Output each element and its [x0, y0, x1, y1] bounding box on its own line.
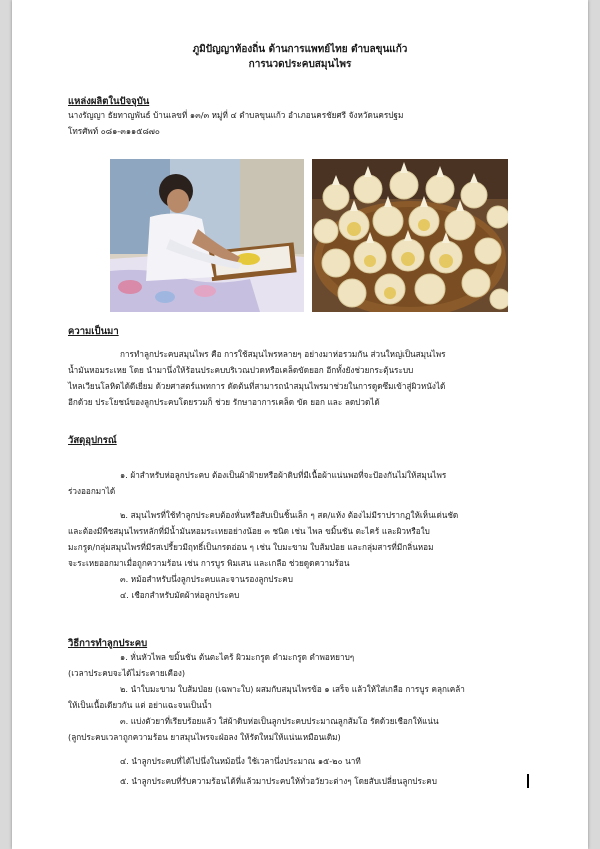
- materials-heading: วัสดุอุปกรณ์: [68, 435, 117, 446]
- method-line: (ลูกประคบเวลาถูกความร้อน ยาสมุนไพรจะฝ่อลง ให้รัดใหม่ให้แน่นเหมือนเดิม): [68, 732, 341, 742]
- history-line: ไหลเวียนโลหิตได้ดีเยี่ยม ด้วยศาสตร์แพทการ ดัดต้นที่สามารถนำสมุนไพรมาช่วยในการดูดซึมเข้าสู่ผิวหนังได้: [68, 381, 446, 391]
- materials-line: และต้องมีพืชสมุนไพรหลักที่มีน้ำมันหอมระเหยอย่างน้อย ๓ ชนิด เช่น ไพล ขมิ้นชัน ตะไคร้ และผิวหรือใบ: [68, 526, 430, 536]
- materials-line: ๓. หม้อสำหรับนึ่งลูกประคบและจานรองลูกประคบ: [120, 574, 293, 584]
- method-line: ๑. หั่นหัวไพล ขมิ้นชัน ต้นตะไคร้ ผิวมะกรูด ตำมะกรูด ตำพอหยาบๆ: [120, 652, 355, 662]
- materials-line: ๔. เชือกสำหรับมัดผ้าห่อลูกประคบ: [120, 590, 240, 600]
- history-line: น้ำมันหอมระเหย โดย นำมานึ่งให้ร้อนประคบบริเวณปวดหรือเคล็ดขัดยอก อีกทั้งยังช่วยกระตุ้นระบบ: [68, 365, 414, 375]
- materials-line: มะกรูด/กลุ่มสมุนไพรที่มีรสเปรี้ยวมีฤทธิ์เป็นกรดอ่อน ๆ เช่น ใบมะขาม ใบส้มป่อย และกลุ่มสารที่มีกลิ่นหอม: [68, 542, 434, 552]
- materials-line: ๒. สมุนไพรที่ใช้ทำลูกประคบต้องหั่นหรือสับเป็นชิ้นเล็ก ๆ สด/แห้ง ต้องไม่มีราปรากฏให้เห็นเด่นชัด: [120, 510, 459, 520]
- method-line: ๒. นำใบมะขาม ใบส้มป่อย (เฉพาะใบ) ผสมกับสมุนไพรข้อ ๑ เสร็จ แล้วให้ใส่เกลือ การบูร คลุกเคล้า: [120, 684, 465, 694]
- materials-line: ๑. ผ้าสำหรับห่อลูกประคบ ต้องเป็นผ้าฝ้ายหรือผ้าดิบที่มีเนื้อผ้าแน่นพอที่จะป้องกันไม่ให้สมุนไพร: [120, 470, 447, 480]
- text-cursor: [527, 774, 529, 788]
- document-title: ภูมิปัญญาท้องถิ่น ด้านการแพทย์ไทย ตำบลขุนแก้ว: [192, 44, 408, 55]
- document-page: [12, 0, 588, 849]
- woman-making-compress-photo: [110, 159, 304, 312]
- method-line: ๔. นำลูกประคบที่ได้ไปนึ่งในหม้อนึ่ง ใช้เวลานึ่งประมาณ ๑๕-๒๐ นาที: [120, 756, 361, 766]
- document-subtitle: การนวดประคบสมุนไพร: [248, 59, 352, 70]
- history-heading: ความเป็นมา: [68, 326, 119, 337]
- method-line: (เวลาประคบจะได้ไม่ระคายเคือง): [68, 668, 186, 678]
- source-phone: โทรศัพท์ ๐๘๑-๓๑๑๕๘๗๐: [68, 126, 160, 136]
- method-line: ๓. แบ่งตัวยาที่เรียบร้อยแล้ว ใส่ผ้าดิบห่อเป็นลูกประคบประมาณลูกส้มโอ รัดด้วยเชือกให้แน่น: [120, 716, 439, 726]
- materials-line: จะระเหยออกมาเมื่อถูกความร้อน เช่น การบูร พิมเสน และเกลือ ช่วยดูดความร้อน: [68, 558, 350, 568]
- source-address: นางรัญญา ธัยทาญพันธ์ บ้านเลขที่ ๑๓/๓ หมู่ที่ ๔ ตำบลขุนแก้ว อำเภอนครชัยศรี จังหวัดนครปฐม: [68, 110, 404, 120]
- method-line: ให้เป็นเนื้อเดียวกัน แต่ อย่าแฉะจนเป็นน้ำ: [68, 700, 212, 710]
- source-heading: แหล่งผลิตในปัจจุบัน: [68, 96, 150, 107]
- history-line: การทำลูกประคบสมุนไพร คือ การใช้สมุนไพรหลายๆ อย่างมาห่อรวมกัน ส่วนใหญ่เป็นสมุนไพร: [120, 349, 446, 359]
- materials-line: ร่วงออกมาได้: [68, 486, 116, 496]
- herbal-compress-balls-photo: [312, 159, 508, 312]
- method-heading: วิธีการทำลูกประคบ: [68, 638, 148, 649]
- history-line: อีกด้วย ประโยชน์ของลูกประคบโดยรวมก็ ช่วย รักษาอาการเคล็ด ขัด ยอก และ ลดปวดได้: [68, 397, 380, 407]
- method-line: ๕. นำลูกประคบที่รับความร้อนได้ที่แล้วมาประคบให้ทั่วอวัยวะต่างๆ โดยสับเปลี่ยนลูกประคบ: [120, 776, 437, 786]
